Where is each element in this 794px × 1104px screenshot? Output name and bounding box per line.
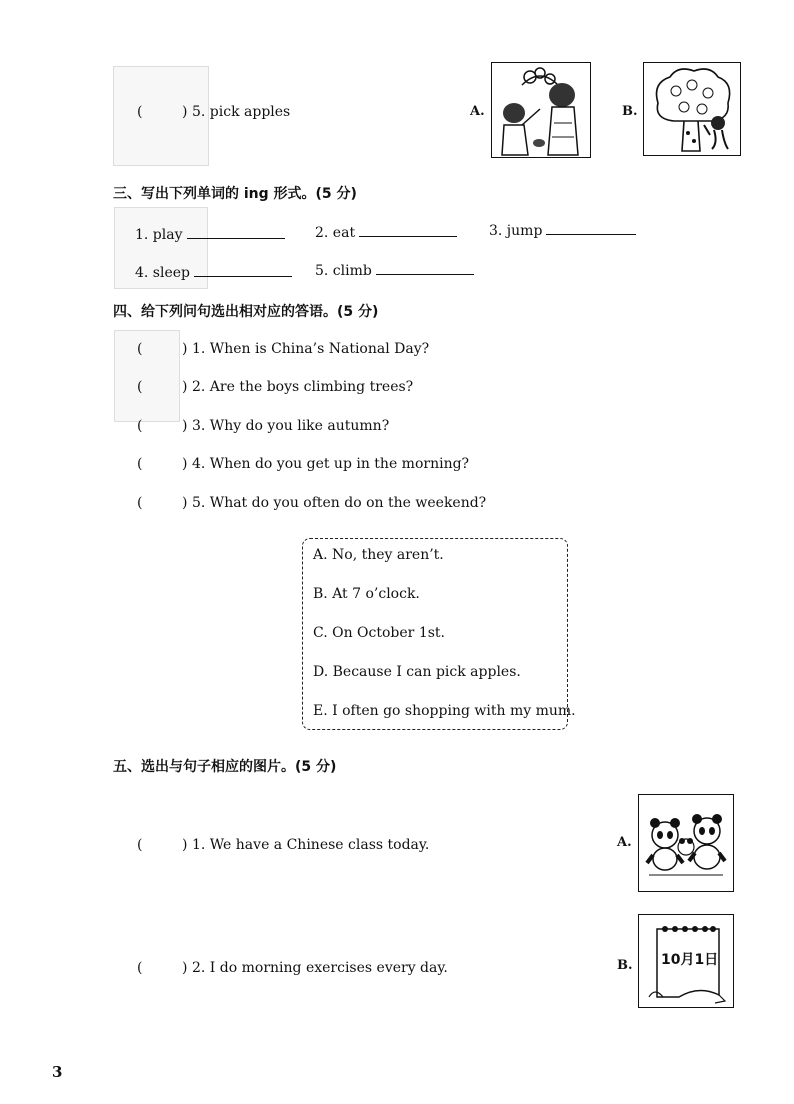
word-label: 3. jump [489, 223, 543, 239]
answer-paren-close: ) [182, 341, 188, 357]
answer-paren-close: ) [182, 837, 188, 853]
answer-paren-close: ) [182, 456, 188, 472]
ing-item-jump [489, 222, 636, 239]
option-b-label: B. [622, 104, 638, 119]
answer-paren-close: ) [182, 495, 188, 511]
answer-paren-close: ) [182, 104, 188, 120]
monkey-apple-tree-image [644, 63, 740, 155]
answer-paren[interactable]: ( [137, 104, 143, 120]
ghost-image [114, 330, 180, 422]
answer-paren-close: ) [182, 960, 188, 976]
choice-c: C. On October 1st. [313, 625, 445, 641]
question-text: 4. When do you get up in the morning? [192, 456, 470, 472]
section-4-heading: 四、给下列问句选出相对应的答语。(5 分) [113, 304, 379, 320]
question-text: 2. I do morning exercises every day. [192, 960, 448, 976]
question-text: 2. Are the boys climbing trees? [192, 379, 414, 395]
question-text: 3. Why do you like autumn? [192, 418, 390, 434]
calendar-date-text: 10月1日 [661, 952, 719, 968]
section-5-heading: 五、选出与句子相应的图片。(5 分) [113, 759, 337, 775]
choice-d: D. Because I can pick apples. [313, 664, 521, 680]
answer-blank[interactable] [359, 224, 457, 237]
option-b-label: B. [617, 958, 633, 973]
question-text: 1. We have a Chinese class today. [192, 837, 430, 853]
answer-blank[interactable] [376, 262, 474, 275]
answer-blank[interactable] [187, 226, 285, 239]
question-text: 5. What do you often do on the weekend? [192, 495, 487, 511]
pandas-image [639, 795, 733, 891]
choice-b: B. At 7 o’clock. [313, 586, 420, 602]
answer-paren-close: ) [182, 418, 188, 434]
option-a-label: A. [470, 104, 485, 119]
option-a-label: A. [617, 835, 632, 850]
ing-item-play [135, 226, 285, 243]
question-text: 5. pick apples [192, 104, 291, 120]
answer-blank[interactable] [194, 264, 292, 277]
word-label: 4. sleep [135, 265, 191, 281]
choice-a: A. No, they aren’t. [313, 547, 444, 563]
word-label: 5. climb [315, 263, 372, 279]
answer-paren[interactable]: ( [137, 837, 143, 853]
question-text: 1. When is China’s National Day? [192, 341, 430, 357]
answer-paren[interactable]: ( [137, 456, 143, 472]
ing-item-climb [315, 262, 474, 279]
picture-option-a[interactable] [638, 794, 734, 892]
ing-item-eat [315, 224, 457, 241]
answer-paren[interactable]: ( [137, 960, 143, 976]
picture-option-b[interactable] [638, 914, 734, 1008]
choice-e: E. I often go shopping with my mum. [313, 703, 576, 719]
answer-paren[interactable]: ( [137, 379, 143, 395]
word-label: 2. eat [315, 225, 356, 241]
picture-option-a[interactable] [491, 62, 591, 158]
answer-paren[interactable]: ( [137, 418, 143, 434]
answer-paren[interactable]: ( [137, 341, 143, 357]
picture-option-b[interactable] [643, 62, 741, 156]
answer-paren-close: ) [182, 379, 188, 395]
page-number: 3 [52, 1063, 63, 1081]
answer-paren[interactable]: ( [137, 495, 143, 511]
answer-choices-box [302, 538, 576, 730]
answer-blank[interactable] [546, 222, 636, 235]
ing-item-sleep [135, 264, 292, 281]
word-label: 1. play [135, 227, 183, 243]
people-picking-apples-image [492, 63, 590, 157]
section-3-heading: 三、写出下列单词的 ing 形式。(5 分) [113, 186, 357, 202]
